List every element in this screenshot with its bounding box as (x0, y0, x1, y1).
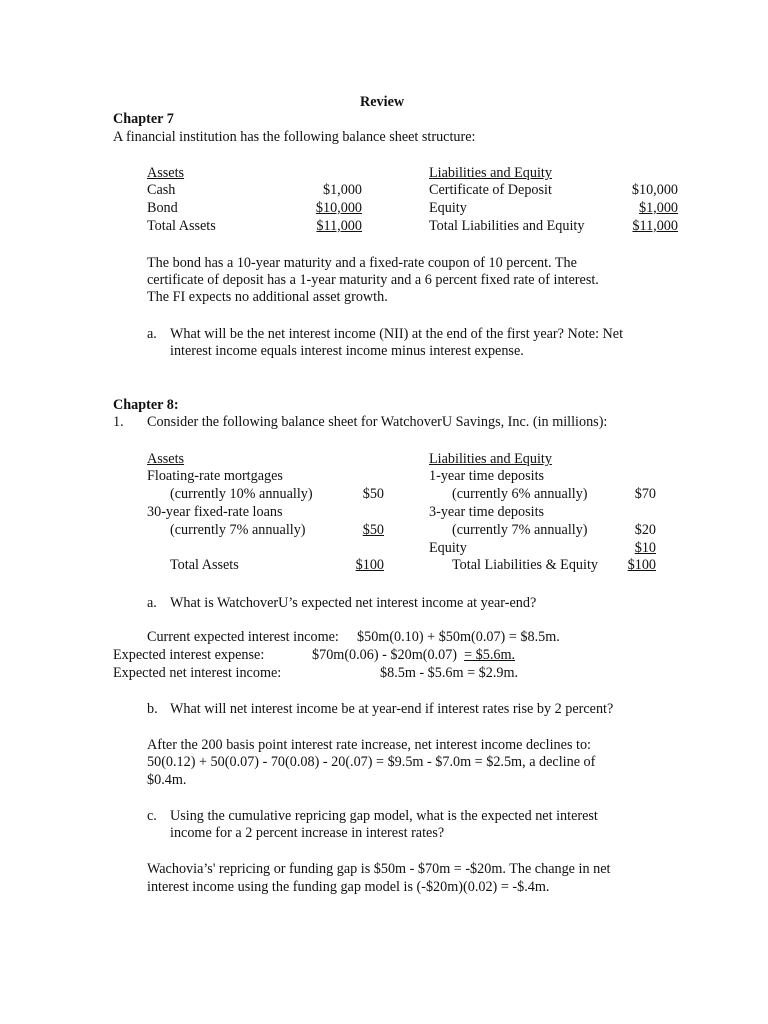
assets-header: Assets (147, 165, 185, 181)
liability-label: Total Liabilities & Equity (452, 557, 598, 573)
calc-value-part: $70m(0.06) - $20m(0.07) (312, 647, 458, 663)
asset-label: 30-year fixed-rate loans (147, 504, 283, 520)
asset-label: Total Assets (147, 218, 216, 234)
answer-c-line: interest income using the funding gap model is (-$20m)(0.02) = -$.4m. (147, 879, 550, 895)
page-title: Review (360, 94, 405, 110)
question-c-marker: c. (147, 808, 157, 824)
chapter-7-intro: A financial institution has the following balance sheet structure: (113, 129, 476, 145)
asset-total: $100 (355, 557, 384, 573)
liability-value: $10 (634, 540, 656, 556)
asset-label: Floating-rate mortgages (147, 468, 283, 484)
question-a-text: What will be the net interest income (NII) at the end of the first year? Note: Net (170, 326, 624, 342)
liability-label: Equity (429, 200, 467, 216)
calc-value-result: = $5.6m. (464, 647, 516, 663)
question-1-text: Consider the following balance sheet for WatchoverU Savings, Inc. (in millions): (147, 414, 608, 430)
chapter-8-heading: Chapter 8: (113, 397, 179, 413)
liability-value: $20 (634, 522, 656, 538)
question-b-marker: b. (147, 701, 158, 717)
liability-total: $11,000 (632, 218, 678, 234)
chapter-7-paragraph-line: certificate of deposit has a 1-year maturity and a 6 percent fixed rate of interest. (147, 272, 599, 288)
answer-b-line: After the 200 basis point interest rate increase, net interest income declines to: (147, 737, 591, 753)
liability-label: Certificate of Deposit (429, 182, 552, 198)
question-a-marker: a. (147, 595, 157, 611)
calc-value: $8.5m - $5.6m = $2.9m. (380, 665, 519, 681)
answer-c-line: Wachovia’s' repricing or funding gap is $50m - $70m = -$20m. The change in net (147, 861, 611, 877)
asset-label: Cash (147, 182, 176, 198)
chapter-7-paragraph-line: The bond has a 10-year maturity and a fixed-rate coupon of 10 percent. The (147, 255, 577, 271)
liability-total: $100 (627, 557, 656, 573)
liability-label: 3-year time deposits (429, 504, 545, 520)
question-a-text: What is WatchoverU’s expected net interest income at year-end? (170, 595, 537, 611)
asset-total: $11,000 (316, 218, 362, 234)
assets-header: Assets (147, 451, 185, 467)
liability-value: $1,000 (638, 200, 678, 216)
asset-label: (currently 7% annually) (170, 522, 306, 538)
liability-label: (currently 7% annually) (452, 522, 588, 538)
question-a-marker: a. (147, 326, 157, 342)
question-a-text: interest income equals interest income minus interest expense. (170, 343, 524, 359)
calc-label: Expected interest expense: (113, 647, 265, 663)
liability-label: (currently 6% annually) (452, 486, 588, 502)
liability-value: $10,000 (631, 182, 678, 198)
liability-value: $70 (634, 486, 656, 502)
asset-label: Bond (147, 200, 178, 216)
asset-value: $50 (362, 522, 384, 538)
asset-label: Total Assets (170, 557, 239, 573)
chapter-7-heading: Chapter 7 (113, 111, 174, 127)
question-b-text: What will net interest income be at year-end if interest rates rise by 2 percent? (170, 701, 614, 717)
liability-label: 1-year time deposits (429, 468, 545, 484)
asset-value: $1,000 (322, 182, 362, 198)
answer-b-line: $0.4m. (147, 772, 187, 788)
question-c-text: income for a 2 percent increase in interest rates? (170, 825, 445, 841)
asset-label: (currently 10% annually) (170, 486, 313, 502)
question-1-number: 1. (113, 414, 124, 430)
calc-value (312, 647, 515, 664)
calc-label: Current expected interest income: (147, 629, 339, 645)
calc-value: $50m(0.10) + $50m(0.07) = $8.5m. (357, 629, 560, 645)
chapter-7-paragraph-line: The FI expects no additional asset growth. (147, 289, 388, 305)
liabilities-header: Liabilities and Equity (429, 451, 552, 467)
liabilities-header: Liabilities and Equity (429, 165, 552, 181)
answer-b-line: 50(0.12) + 50(0.07) - 70(0.08) - 20(.07) = $9.5m - $7.0m = $2.5m, a decline of (147, 754, 596, 770)
calc-label: Expected net interest income: (113, 665, 282, 681)
asset-value: $50 (362, 486, 384, 502)
question-c-text: Using the cumulative repricing gap model, what is the expected net interest (170, 808, 598, 824)
asset-value: $10,000 (315, 200, 362, 216)
liability-label: Equity (429, 540, 467, 556)
liability-label: Total Liabilities and Equity (429, 218, 585, 234)
